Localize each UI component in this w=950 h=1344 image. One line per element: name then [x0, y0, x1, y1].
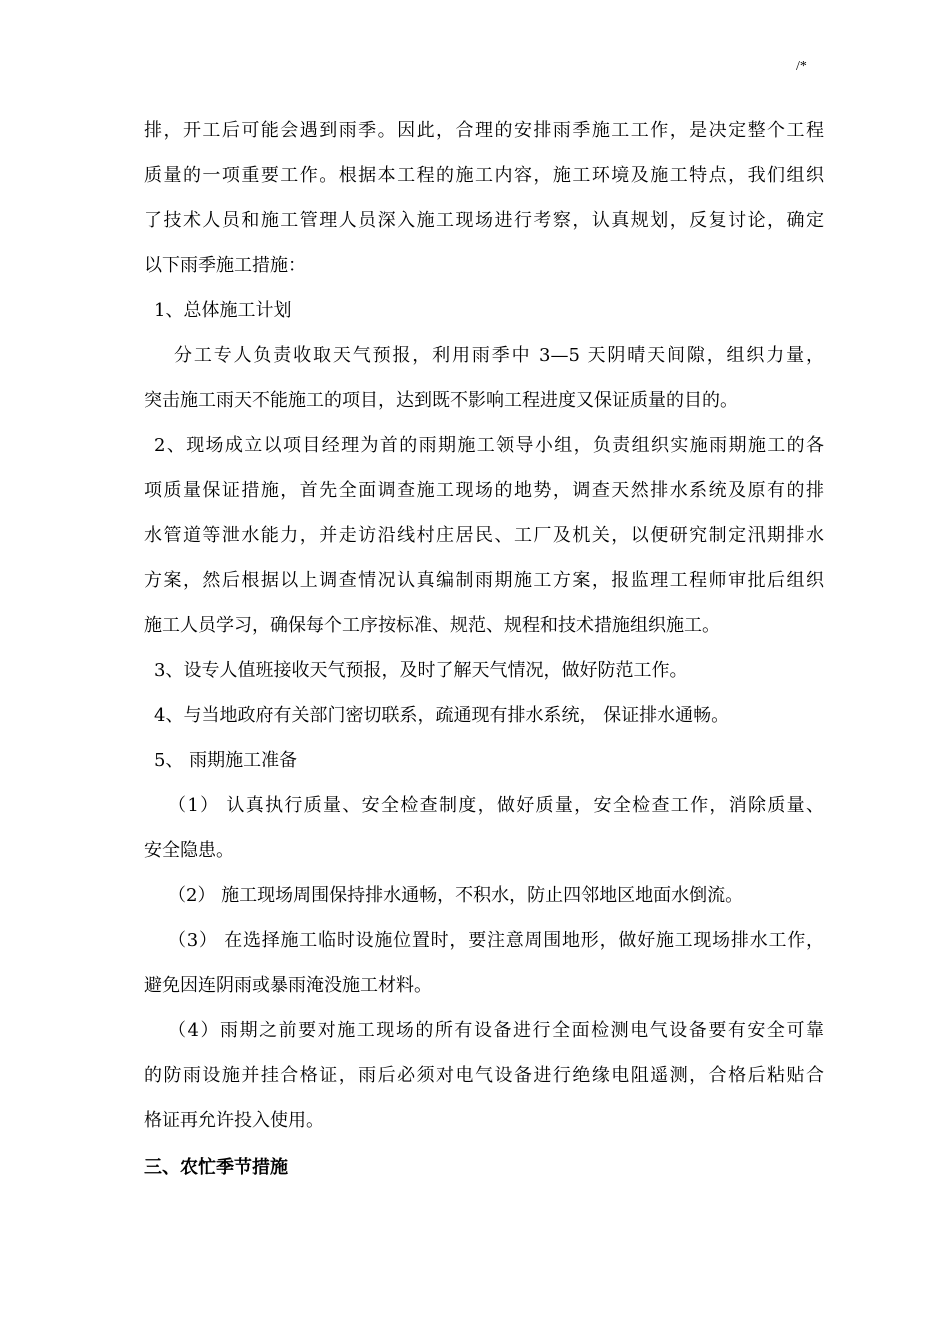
- section-heading: 三、农忙季节措施: [144, 1157, 288, 1178]
- text-line: 了技术人员和施工管理人员深入施工现场进行考察，认真规划，反复讨论，确定: [144, 210, 824, 231]
- text-line: 突击施工雨天不能施工的项目，达到既不影响工程进度又保证质量的目的。: [144, 390, 738, 411]
- text-line: 排，开工后可能会遇到雨季。因此，合理的安排雨季施工工作，是决定整个工程: [144, 120, 824, 141]
- text-line: 避免因连阴雨或暴雨淹没施工材料。: [144, 975, 432, 996]
- text-line: 4、与当地政府有关部门密切联系，疏通现有排水系统， 保证排水通畅。: [154, 705, 730, 726]
- text-line: 格证再允许投入使用。: [144, 1110, 324, 1131]
- text-line: （3） 在选择施工临时设施位置时，要注意周围地形，做好施工现场排水工作，: [168, 930, 824, 951]
- text-line: 分工专人负责收取天气预报，利用雨季中 3—5 天阴晴天间隙，组织力量，: [174, 345, 824, 366]
- text-line: （1） 认真执行质量、安全检查制度，做好质量，安全检查工作，消除质量、: [168, 795, 824, 816]
- text-line: 安全隐患。: [144, 840, 234, 861]
- text-line: 项质量保证措施，首先全面调查施工现场的地势，调查天然排水系统及原有的排: [144, 480, 824, 501]
- subheading-general-plan: 1、总体施工计划: [154, 300, 292, 321]
- text-line: 2、现场成立以项目经理为首的雨期施工领导小组，负责组织实施雨期施工的各: [154, 435, 824, 456]
- subheading-rain-prep: 5、 雨期施工准备: [154, 750, 298, 771]
- text-line: 的防雨设施并挂合格证，雨后必须对电气设备进行绝缘电阻遥测，合格后粘贴合: [144, 1065, 824, 1086]
- document-body: [144, 108, 824, 1190]
- text-line: 方案，然后根据以上调查情况认真编制雨期施工方案，报监理工程师审批后组织: [144, 570, 824, 591]
- text-line: （4）雨期之前要对施工现场的所有设备进行全面检测电气设备要有安全可靠: [168, 1020, 824, 1041]
- text-line: 3、设专人值班接收天气预报，及时了解天气情况，做好防范工作。: [154, 660, 688, 681]
- text-line: 质量的一项重要工作。根据本工程的施工内容，施工环境及施工特点，我们组织: [144, 165, 824, 186]
- page-mark: /*: [796, 59, 807, 74]
- text-line: 以下雨季施工措施：: [144, 255, 306, 276]
- text-line: （2） 施工现场周围保持排水通畅，不积水，防止四邻地区地面水倒流。: [168, 885, 744, 906]
- text-line: 施工人员学习，确保每个工序按标准、规范、规程和技术措施组织施工。: [144, 615, 720, 636]
- text-line: 水管道等泄水能力，并走访沿线村庄居民、工厂及机关，以便研究制定汛期排水: [144, 525, 824, 546]
